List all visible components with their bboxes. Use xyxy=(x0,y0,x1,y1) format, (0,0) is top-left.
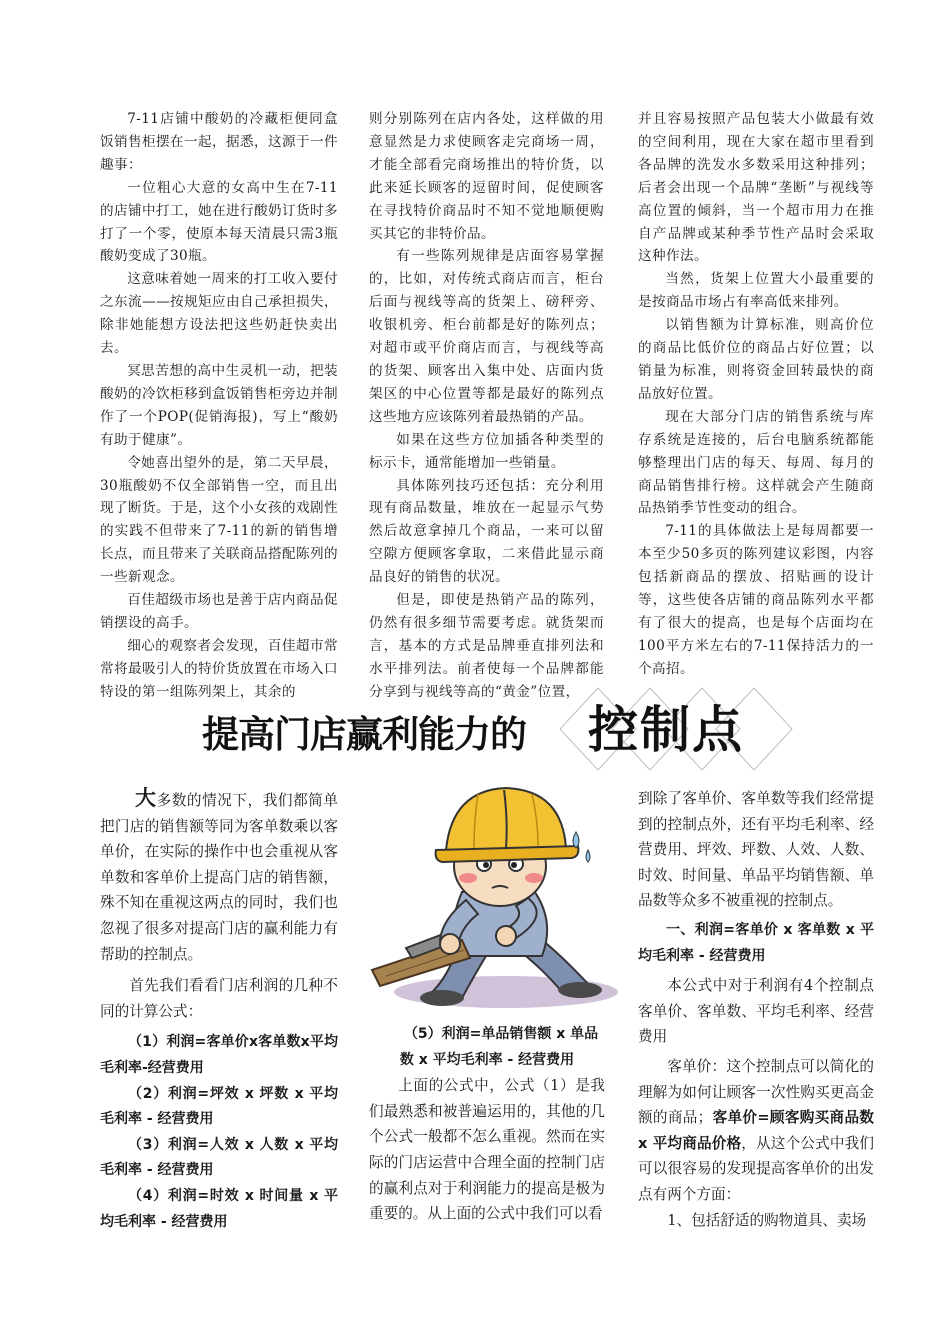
paragraph: 到除了客单价、客单数等我们经常提到的控制点外，还有平均毛利率、经营费用、坪效、坪数、人效、人数、时效、时间量、单品平均销售额、单品数等众多不被重视的控制点。 xyxy=(638,790,874,910)
top-column-2 xyxy=(369,108,604,704)
article-title xyxy=(0,682,950,777)
bold-formula: 客单价=顾客购买商品数 x 平均商品价格 xyxy=(638,1109,874,1152)
paragraph: 具体陈列技巧还包括：充分利用现有商品数量，堆放在一起显示气势然后故意拿掉几个商品，一来可以留空隙方便顾客拿取，二来借此显示商品良好的销售的状况。 xyxy=(369,477,604,586)
bottom-column-1 xyxy=(100,786,338,1235)
intro-text: 多数的情况下，我们都简单把门店的销售额等同为客单数乘以客单价，在实际的操作中也会重视从客单数和客单价上提高门店的销售额，殊不知在重视这两点的同时，我们也忽视了很多对提高门店的赢利能力有帮助的控制点。 xyxy=(100,792,338,963)
paragraph: 首先我们看看门店利润的几种不同的计算公式： xyxy=(100,977,338,1020)
paragraph: 7-11的具体做法上是每周都要一本至少50多页的陈列建议彩图，内容包括新商品的摆放、招贴画的设计等，这些使各店铺的商品陈列水平都有了很大的提高，也是每个店面均在100平方米左右的7-11保持活力的一个高招。 xyxy=(638,523,874,677)
top-column-3 xyxy=(638,108,874,681)
paragraph: 并且容易按照产品包装大小做最有效的空间利用，现在大家在超市里看到各品牌的洗发水多数采用这种排列；后者会出现一个品牌“垄断”与视线等高位置的倾斜，当一个超市用力在推自产品牌或某种季节性产品时会采取这种作法。 xyxy=(638,111,874,265)
paragraph: 1、包括舒适的购物道具、卖场 xyxy=(667,1211,867,1229)
formula-1: （1）利润=客单价x客单数x平均毛利率-经营费用 xyxy=(100,1034,338,1076)
paragraph: 则分别陈列在店内各处，这样做的用意显然是力求使顾客走完商场一周，才能全部看完商场推出的特价货，以此来延长顾客的逗留时间，促使顾客在寻找特价商品时不知不觉地顺便购买其它的非特价品。 xyxy=(369,111,604,242)
paragraph: 一位粗心大意的女高中生在7-11的店铺中打工，她在进行酸奶订货时多打了一个零，使原本每天清晨只需3瓶酸奶变成了30瓶。 xyxy=(100,179,338,265)
intro-paragraph xyxy=(100,786,338,967)
formula-5: （5）利润=单品销售额 x 单品数 x 平均毛利率 - 经营费用 xyxy=(399,1026,599,1068)
paragraph: 令她喜出望外的是，第二天早晨，30瓶酸奶不仅全部销售一空，而且出现了断货。于是，这个小女孩的戏剧性的实践不但带来了7-11的新的销售增长点，而且带来了关联商品搭配陈列的一些新观念。 xyxy=(100,454,338,586)
section-heading-1: 一、利润=客单价 x 客单数 x 平均毛利率 - 经营费用 xyxy=(638,921,874,964)
paragraph: 现在大部分门店的销售系统与库存系统是连接的，后台电脑系统都能够整理出门店的每天、每周、每月的商品销售排行榜。这样就会产生随商品热销季节性变动的组合。 xyxy=(638,408,874,517)
paragraph: 但是，即使是热销产品的陈列，仍然有很多细节需要考虑。就货架而言，基本的方式是品牌垂直排列法和水平排列法。前者使每一个品牌都能分享到与视线等高的“黄金”位置， xyxy=(369,592,604,700)
bottom-column-2 xyxy=(369,1022,605,1227)
text-run: 客单价：这个控制点可以简化的理解为如何让顾客一次性购买更高金额的商品； xyxy=(638,1057,874,1127)
title-main-text: 提高门店赢利能力的 xyxy=(202,713,526,756)
bottom-column-3 xyxy=(638,786,874,1233)
paragraph: 这意味着她一周来的打工收入要付之东流——按规矩应由自己承担损失，除非她能想方设法把这些奶赶快卖出去。 xyxy=(100,271,338,357)
paragraph: 有一些陈列规律是店面容易掌握的，比如，对传统式商店而言，柜台后面与视线等高的货架上、磅秤旁、收银机旁、柜台前都是好的陈列点；对超市或平价商店而言，与视线等高的货架、顾客出入集中处、店面内货架区的中心位置等都是最好的陈列点这些地方应该陈列着最热销的产品。 xyxy=(369,248,604,425)
text-run: ，从这个公式中我们可以很容易的发现提高客单价的出发点有两个方面： xyxy=(638,1134,874,1203)
worker-cartoon-illustration xyxy=(366,780,630,1020)
drop-cap: 大 xyxy=(135,786,157,810)
paragraph: 冥思苦想的高中生灵机一动，把装酸奶的冷饮柜移到盒饭销售柜旁边并制作了一个POP(促销海报)，写上“酸奶有助于健康”。 xyxy=(100,362,338,448)
formula-2: （2）利润=坪效 x 坪数 x 平均毛利率 - 经营费用 xyxy=(100,1085,338,1128)
paragraph: 上面的公式中，公式（1）是我们最熟悉和被普遍运用的，其他的几个公式一般都不怎么重视。然而在实际的门店运营中合理全面的控制门店的赢利点对于利润能力的提高是极为重要的。从上面的公式中我们可以看 xyxy=(369,1077,605,1223)
paragraph xyxy=(638,1054,874,1208)
top-column-1 xyxy=(100,108,338,704)
paragraph: 如果在这些方位加插各种类型的标示卡，通常能增加一些销量。 xyxy=(369,431,604,471)
paragraph: 本公式中对于利润有4个控制点客单价、客单数、平均毛利率、经营费用 xyxy=(638,977,874,1046)
paragraph: 百佳超级市场也是善于店内商品促销摆设的高手。 xyxy=(100,592,338,631)
paragraph: 以销售额为计算标准，则高价位的商品比低价位的商品占好位置；以销量为标准，则将资金回转最快的商品放好位置。 xyxy=(638,317,874,402)
title-emphasis-text: 控制点 xyxy=(588,701,744,759)
paragraph: 当然，货架上位置大小最重要的是按商品市场占有率高低来排列。 xyxy=(638,271,874,311)
formula-4: （4）利润=时效 x 时间量 x 平均毛利率 - 经营费用 xyxy=(100,1187,338,1230)
paragraph: 7-11店铺中酸奶的冷藏柜便同盒饭销售柜摆在一起，据悉，这源于一件趣事： xyxy=(100,111,338,173)
formula-3: （3）利润=人效 x 人数 x 平均毛利率 - 经营费用 xyxy=(100,1136,338,1179)
paragraph: 细心的观察者会发现，百佳超市常常将最吸引人的特价货放置在市场入口特设的第一组陈列架上，其余的 xyxy=(100,637,338,700)
